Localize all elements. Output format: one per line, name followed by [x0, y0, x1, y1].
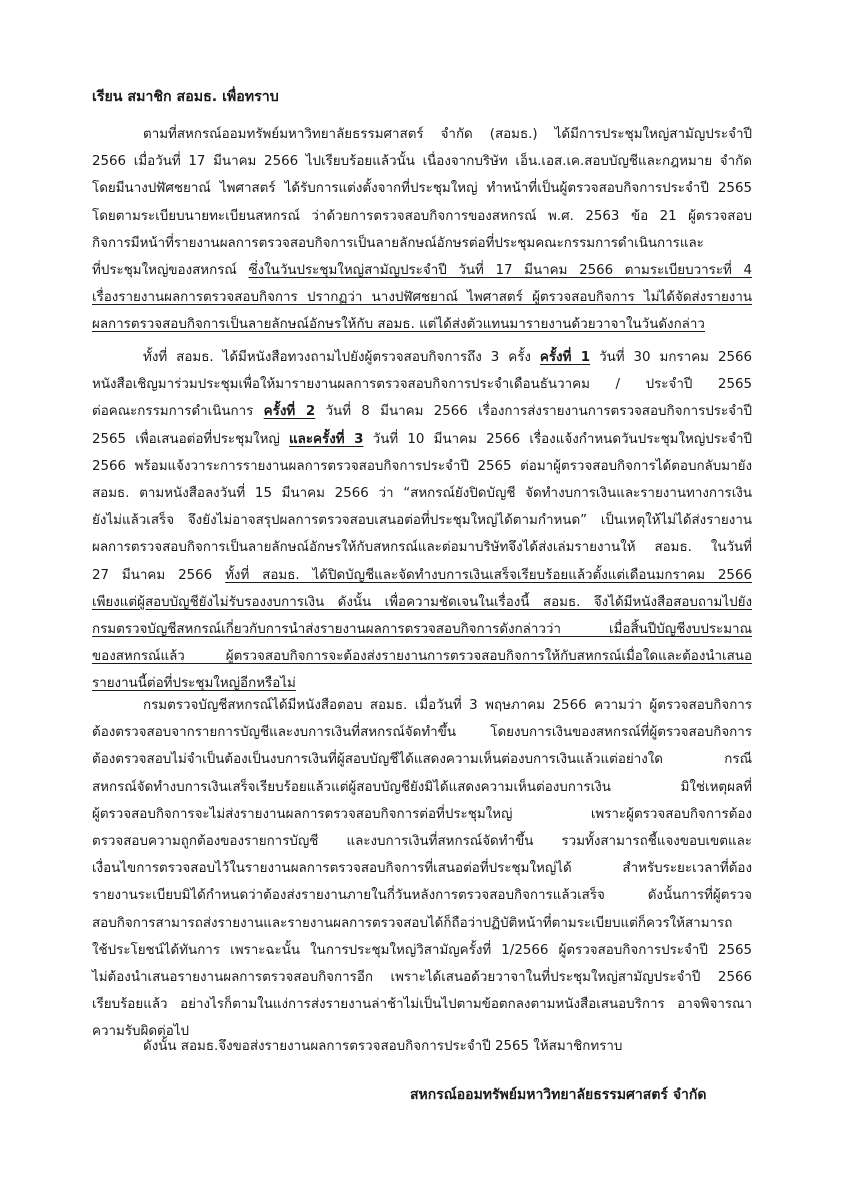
- text-line: [92, 594, 752, 612]
- text-segment: กรมตรวจบัญชีสหกรณ์เกี่ยวกับการนำส่งรายงานผลการตรวจสอบกิจการดังกล่าวว่า เมื่อสิ้นปีบัญชีงบประมาณ: [92, 622, 752, 637]
- text-segment: ต้องตรวจสอบจากรายการบัญชีและงบการเงินที่สหกรณ์จัดทำขึ้น โดยงบการเงินของสหกรณ์ที่ผู้ตรวจสอบกิจการ: [92, 725, 753, 741]
- text-line: [92, 180, 752, 198]
- text-segment: ครั้งที่ 1: [539, 350, 591, 365]
- text-segment: หนังสือเชิญมาร่วมประชุมเพื่อให้มารายงานผลการตรวจสอบกิจการประจำเดือนธันวาคม / ประจำปี 2565: [92, 377, 752, 393]
- text-segment: ผลการตรวจสอบกิจการเป็นลายลักษณ์อักษรให้กับสหกรณ์และต่อมาบริษัทจึงได้ส่งเล่มรายงานให้ สอมธ. ในวันที่: [92, 540, 753, 556]
- text-line: [92, 996, 752, 1014]
- text-segment: ต่อคณะกรรมการดำเนินการ: [92, 404, 264, 420]
- signature-organization: สหกรณ์ออมทรัพย์มหาวิทยาลัยธรรมศาสตร์ จำกัด: [410, 1087, 707, 1103]
- text-line: [92, 153, 752, 171]
- text-segment: กิจการมีหน้าที่รายงานผลการตรวจสอบกิจการเป็นลายลักษณ์อักษรต่อที่ประชุมคณะกรรมการดำเนินการและ: [92, 235, 704, 251]
- text-segment: สอบกิจการสามารถส่งรายงานและรายงานผลการตรวจสอบได้ก็ถือว่าปฏิบัติหน้าที่ตามระเบียบแต่ก็ควรให้สามารถ: [92, 915, 733, 931]
- text-line: [92, 485, 752, 503]
- text-segment: โดยมีนางปฬัศชยาณ์ ไพศาสตร์ ได้รับการแต่งตั้งจากที่ประชุมใหญ่ ทำหน้าที่เป็นผู้ตรวจสอบกิจการประจำปี 2565: [92, 181, 752, 197]
- text-segment: ยังไม่แล้วเสร็จ จึงยังไม่อาจสรุปผลการตรวจสอบเสนอต่อที่ประชุมใหญ่ได้ตามกำหนด” เป็นเหตุให้ไม่ได้ส่งรายงาน: [92, 513, 752, 529]
- text-segment: ทั้งที่ สอมธ. ได้ปิดบัญชีและจัดทำงบการเงินเสร็จเรียบร้อยแล้วตั้งแต่เดือนมกราคม 2566: [225, 567, 752, 583]
- text-line: [92, 751, 752, 769]
- text-line: [92, 431, 752, 449]
- text-line: [92, 376, 752, 394]
- text-segment: ที่ประชุมใหญ่ของสหกรณ์: [92, 263, 249, 278]
- text-segment: เงื่อนไขการตรวจสอบไว้ในรายงานผลการตรวจสอบกิจการที่เสนอต่อที่ประชุมใหญ่ได้ สำหรับระยะเวลาที่ต้อง: [92, 861, 752, 877]
- text-line: [92, 887, 752, 905]
- text-line: [92, 779, 752, 797]
- text-segment: ความรับผิดต่อไป: [92, 1024, 190, 1040]
- text-segment: ตรวจสอบความถูกต้องของรายการบัญชี และงบการเงินที่สหกรณ์จัดทำขึ้น รวมทั้งสามารถชี้แจงขอบเขตและ: [92, 834, 752, 849]
- text-line: [92, 915, 732, 933]
- text-segment: 2565 เพื่อเสนอต่อที่ประชุมใหญ่: [92, 431, 290, 447]
- salutation: เรียน สมาชิก สอมธ. เพื่อทราบ: [92, 89, 279, 105]
- text-line: [92, 567, 752, 585]
- text-line: [92, 208, 752, 226]
- text-line: [92, 458, 752, 476]
- text-segment: ของสหกรณ์แล้ว ผู้ตรวจสอบกิจการจะต้องส่งรายงานการตรวจสอบกิจการให้กับสหกรณ์เมื่อใดและต้องนำเสนอ: [92, 649, 753, 665]
- text-line: [92, 942, 752, 960]
- text-segment: สอมธ. ตามหนังสือลงวันที่ 15 มีนาคม 2566 ว่า “สหกรณ์ยังปิดบัญชี จัดทำงบการเงินและรายงานทางการเงิน: [92, 486, 752, 501]
- text-segment: ไม่ต้องนำเสนอรายงานผลการตรวจสอบกิจการอีก เพราะได้เสนอด้วยวาจาในที่ประชุมใหญ่สามัญประจำปี 2566: [92, 970, 752, 985]
- text-segment: 2566 เมื่อวันที่ 17 มีนาคม 2566 ไปเรียบร้อยแล้วนั้น เนื่องจากบริษัท เอ็น.เอส.เค.สอบบัญชีและกฎหมาย จำกัด: [92, 154, 752, 170]
- text-segment: ใช้ประโยชน์ได้ทันการ เพราะฉะนั้น ในการประชุมใหญ่วิสามัญครั้งที่ 1/2566 ผู้ตรวจสอบกิจการประจำปี 2565: [92, 942, 753, 958]
- text-line: [92, 860, 752, 878]
- text-segment: วันที่ 30 มกราคม 2566: [590, 350, 753, 365]
- text-segment: เพียงแต่ผู้สอบบัญชียังไม่รับรองงบการเงิน ดังนั้น เพื่อความชัดเจนในเรื่องนี้ สอมธ. จึงได้มีหนังสือสอบถามไปยัง: [92, 594, 752, 610]
- text-line: [92, 235, 704, 253]
- text-line: [143, 697, 752, 715]
- text-segment: ซึ่งในวันประชุมใหญ่สามัญประจำปี วันที่ 17 มีนาคม 2566 ตามระเบียบวาระที่ 4: [248, 263, 753, 278]
- text-line: [92, 403, 752, 421]
- text-line: [143, 349, 752, 367]
- text-segment: ตามที่สหกรณ์ออมทรัพย์มหาวิทยาลัยธรรมศาสตร์ จำกัด (สอมธ.) ได้มีการประชุมใหญ่สามัญประจำปี: [143, 127, 752, 142]
- text-segment: เรียบร้อยแล้ว อย่างไรก็ตามในแง่การส่งรายงานล่าช้าไม่เป็นไปตามข้อตกลงตามหนังสือเสนอบริการ อาจพิจารณา: [92, 997, 752, 1013]
- text-segment: ผลการตรวจสอบกิจการเป็นลายลักษณ์อักษรให้กับ สอมธ. แต่ได้ส่งตัวแทนมารายงานด้วยวาจาในวันดังกล่าว: [92, 317, 705, 333]
- text-line: [92, 675, 296, 693]
- text-line: [92, 969, 752, 987]
- text-line: [143, 126, 752, 144]
- text-line: [92, 512, 752, 530]
- text-segment: ทั้งที่ สอมธ. ได้มีหนังสือทวงถามไปยังผู้ตรวจสอบกิจการถึง 3 ครั้ง: [143, 350, 540, 365]
- text-line: [92, 539, 752, 557]
- text-line: [143, 1038, 622, 1056]
- text-line: [92, 648, 752, 666]
- text-segment: 2566 พร้อมแจ้งวาระการรายงานผลการตรวจสอบกิจการประจำปี 2565 ต่อมาผู้ตรวจสอบกิจการได้ตอบกลับมายัง: [92, 458, 752, 474]
- text-segment: ต้องตรวจสอบไม่จำเป็นต้องเป็นงบการเงินที่ผู้สอบบัญชีได้แสดงความเห็นต่องบการเงินแล้วแต่อย่างใด กรณี: [92, 752, 752, 768]
- text-segment: รายงานระเบียบมิได้กำหนดว่าต้องส่งรายงานภายในกี่วันหลังการตรวจสอบกิจการแล้วเสร็จ ดังนั้นการที่ผู้ตรวจ: [92, 888, 752, 904]
- text-segment: รายงานนี้ต่อที่ประชุมใหญ่อีกหรือไม่: [92, 676, 296, 692]
- text-segment: สหกรณ์จัดทำงบการเงินเสร็จเรียบร้อยแล้วแต่ผู้สอบบัญชียังมิได้แสดงความเห็นต่องบการเงิน มิใช่เหตุผลที่: [92, 779, 752, 795]
- text-line: [92, 316, 705, 334]
- text-segment: โดยตามระเบียบนายทะเบียนสหกรณ์ ว่าด้วยการตรวจสอบกิจการของสหกรณ์ พ.ศ. 2563 ข้อ 21 ผู้ตรวจสอบ: [92, 208, 752, 224]
- text-segment: ครั้งที่ 2: [263, 404, 316, 420]
- text-line: [92, 289, 752, 307]
- text-line: [92, 262, 752, 280]
- text-line: [92, 806, 752, 824]
- text-segment: และครั้งที่ 3: [289, 431, 364, 447]
- text-segment: ดังนั้น สอมธ.จึงขอส่งรายงานผลการตรวจสอบกิจการประจำปี 2565 ให้สมาชิกทราบ: [143, 1039, 623, 1054]
- text-segment: วันที่ 8 มีนาคม 2566 เรื่องการส่งรายงานการตรวจสอบกิจการประจำปี: [315, 404, 753, 420]
- text-segment: เรื่องรายงานผลการตรวจสอบกิจการ ปรากฏว่า นางปฬัศชยาณ์ ไพศาสตร์ ผู้ตรวจสอบกิจการ ไม่ได้จัดส่งรายงาน: [92, 290, 752, 306]
- text-line: [92, 833, 752, 851]
- text-segment: ผู้ตรวจสอบกิจการจะไม่ส่งรายงานผลการตรวจสอบกิจการต่อที่ประชุมใหญ่ เพราะผู้ตรวจสอบกิจการต้อง: [92, 806, 752, 822]
- text-line: [92, 724, 752, 742]
- text-segment: กรมตรวจบัญชีสหกรณ์ได้มีหนังสือตอบ สอมธ. เมื่อวันที่ 3 พฤษภาคม 2566 ความว่า ผู้ตรวจสอบกิจการ: [143, 698, 753, 713]
- text-line: [92, 621, 752, 639]
- text-segment: วันที่ 10 มีนาคม 2566 เรื่องแจ้งกำหนดวันประชุมใหญ่ประจำปี: [363, 431, 753, 447]
- text-segment: 27 มีนาคม 2566: [92, 567, 226, 583]
